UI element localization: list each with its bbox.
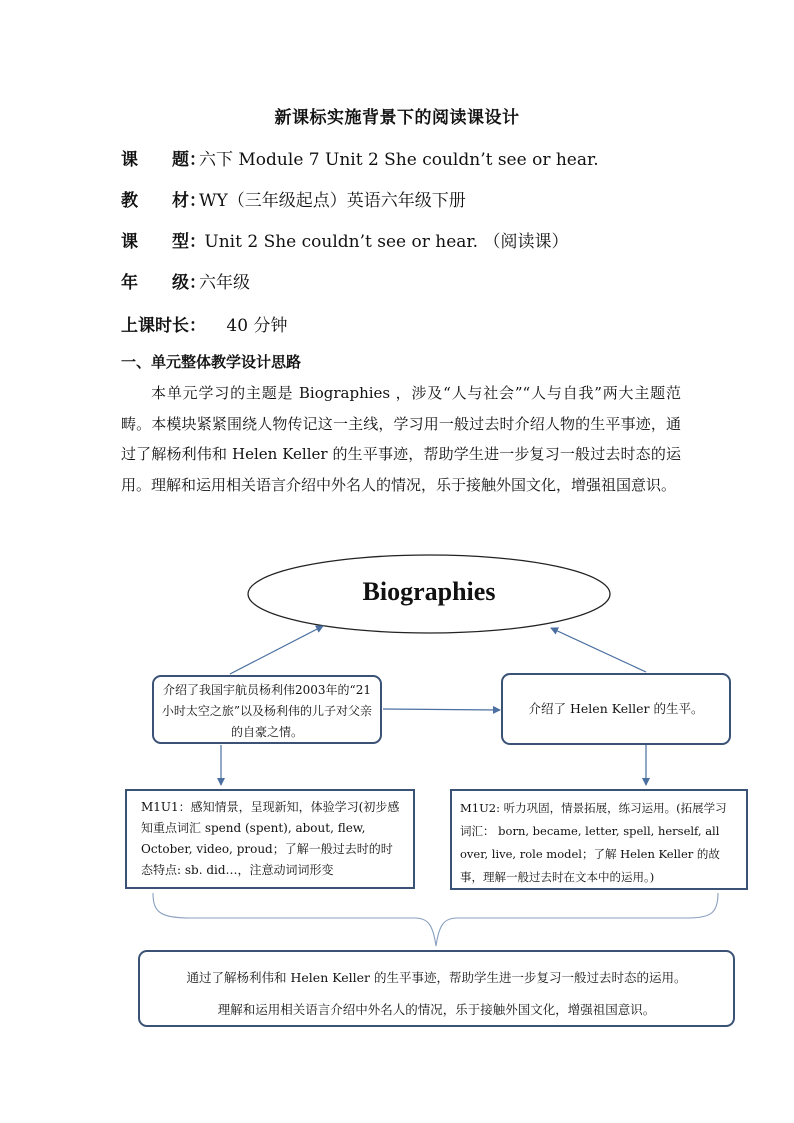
diagram-summary-line-2: 理解和运用相关语言介绍中外名人的情况，乐于接触外国文化，增强祖国意识。 (217, 1002, 656, 1017)
meta-textbook-value: WY（三年级起点）英语六年级下册 (199, 191, 466, 211)
meta-lesson-type-label: 课 型： (121, 232, 206, 252)
diagram-left-box: 介绍了我国宇航员杨利伟2003年的“21 小时太空之旅”以及杨利伟的儿子对父亲的自豪之情。 (152, 675, 382, 744)
meta-duration-value: 40 分钟 (221, 316, 288, 336)
diagram-summary-box (138, 950, 735, 1027)
diagram-m1u1-box: M1U1：感知情景，呈现新知，体验学习(初步感知重点词汇 spend (spent), about, flew, October, video, proud；了解一般过去时的时态特点: sb. did…，注意动词词形变 (125, 789, 415, 889)
arrow-left-to-right (383, 709, 500, 710)
diagram-right-box-text: 介绍了 Helen Keller 的生平。 (528, 701, 704, 716)
meta-duration-label: 上课时长： (121, 316, 206, 336)
curly-brace (153, 893, 718, 946)
meta-grade-value: 六年级 (199, 273, 250, 293)
arrow-right-to-center (551, 628, 646, 672)
meta-lesson-type-value: Unit 2 She couldn’t see or hear. （阅读课） (199, 232, 569, 252)
document-title: 新课标实施背景下的阅读课设计 (274, 108, 520, 128)
meta-textbook-label: 教 材： (121, 191, 206, 211)
meta-topic-label: 课 题： (121, 150, 206, 170)
meta-grade-label: 年 级： (121, 273, 206, 293)
section-paragraph: 本单元学习的主题是 Biographies ，涉及“人与社会”“人与自我”两大主题范畴。本模块紧紧围绕人物传记这一主线，学习用一般过去时介绍人物的生平事迹，通过了解杨利伟和 Helen Keller 的生平事迹，帮助学生进一步复习一般过去时态的运用。理解和运用相关语言介绍中外名人的情况，乐于接触外国文化，增强祖国意识。 (121, 384, 681, 494)
section-heading: 一、单元整体教学设计思路 (121, 353, 302, 371)
diagram-m1u2-box: M1U2: 听力巩固，情景拓展，练习运用。(拓展学习词汇： born, became, letter, spell, herself, all over, live, role model；了解 Helen Keller 的故事，理解一般过去时在文本中的运用。) (450, 789, 748, 890)
diagram-summary-line-1: 通过了解杨利伟和 Helen Keller 的生平事迹，帮助学生进一步复习一般过去时态的运用。 (186, 970, 687, 985)
arrow-left-to-center (230, 626, 323, 674)
diagram-right-box (501, 673, 731, 745)
diagram-center-label: Biographies (362, 577, 496, 606)
meta-topic-value: 六下 Module 7 Unit 2 She couldn’t see or hear. (199, 150, 599, 170)
